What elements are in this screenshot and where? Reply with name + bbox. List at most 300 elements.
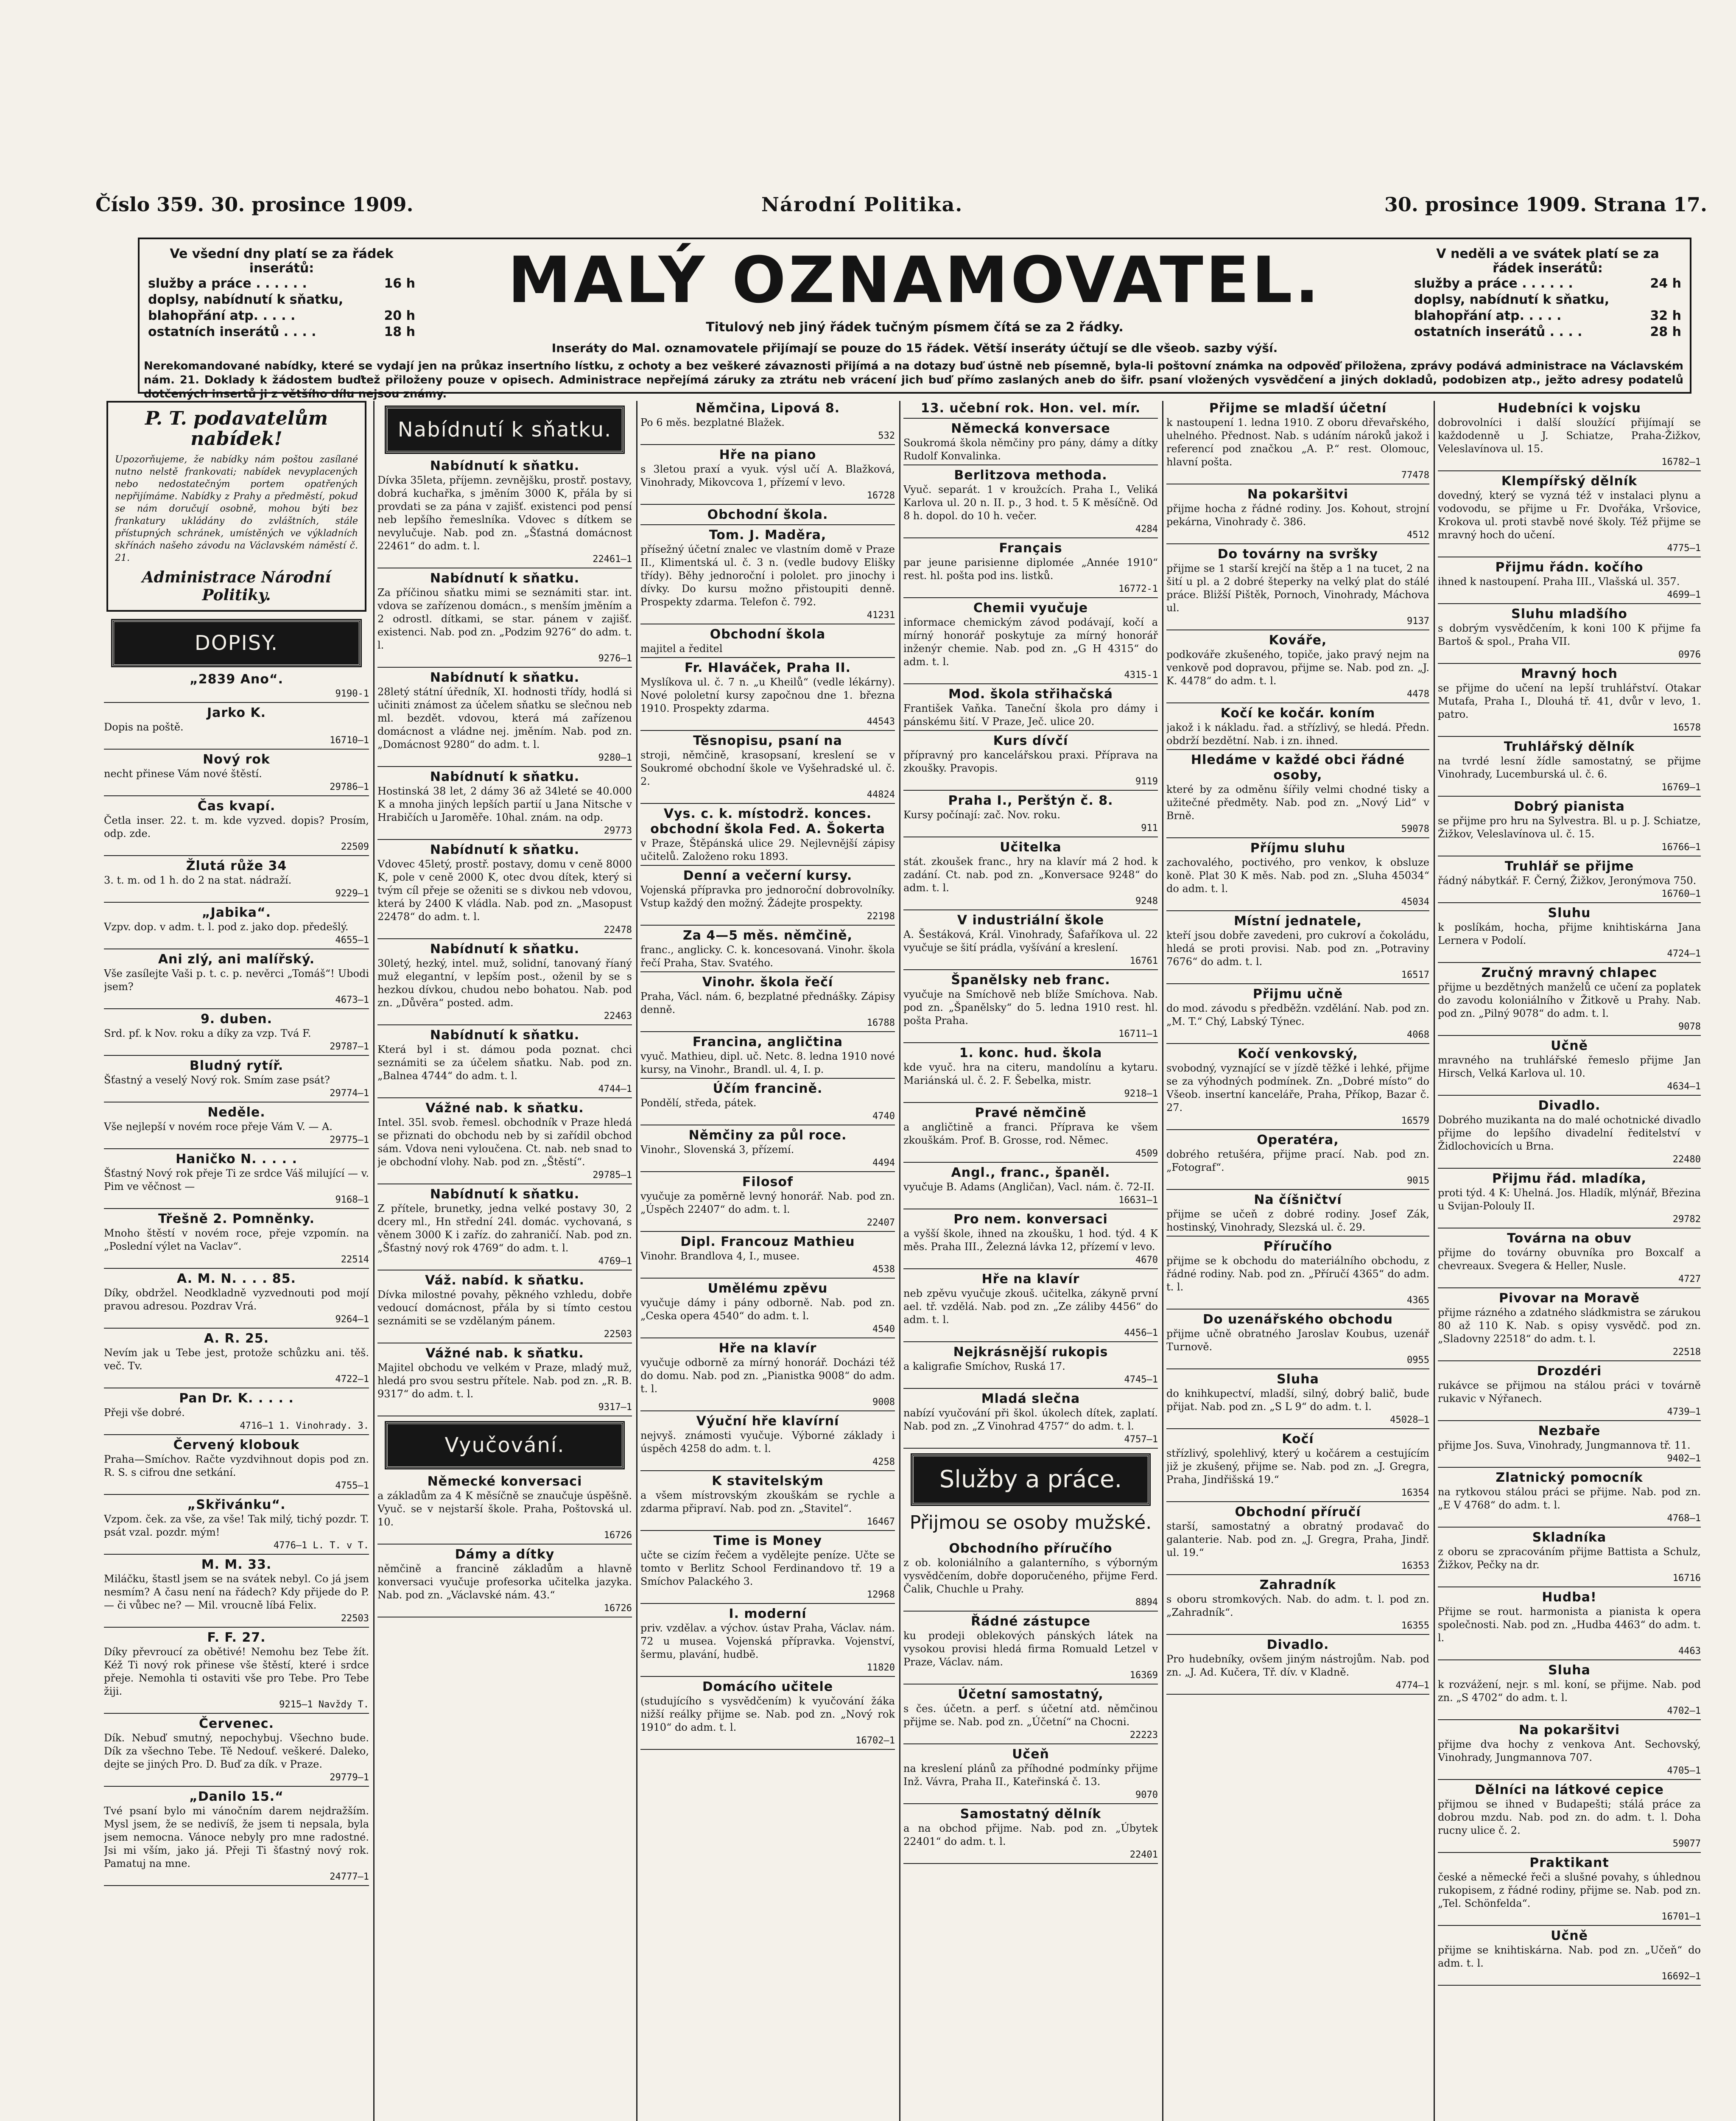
ad-separator (1166, 749, 1429, 750)
classified-ad (1438, 965, 1701, 1036)
classified-ad (903, 793, 1158, 837)
ad-code: 4724—1 (1667, 949, 1701, 959)
classified-ad (1438, 906, 1701, 963)
ad-code: 22461—1 (593, 554, 632, 565)
classified-ad (640, 1035, 895, 1079)
rate-price: 16 h (384, 276, 415, 291)
ad-body: informace chemickým závod podávají, kočí a mírný honorář poskytuje za mírný honorář inženýr chemie. Nab. pod zn. „G H 4315“ do adm. t. l. (903, 616, 1158, 668)
classified-ad (104, 952, 369, 1009)
ad-heading: Obchodní škola. (707, 507, 828, 522)
ad-separator (903, 418, 1158, 419)
ad-code: 4774—1 (1395, 1680, 1429, 1691)
ad-code: 16760—1 (1661, 889, 1701, 899)
section-header-dopisy: DOPISY. (112, 620, 361, 666)
ad-heading: Operatéra, (1257, 1133, 1339, 1147)
ad-heading: Hudebníci k vojsku (1498, 401, 1641, 416)
ad-heading: Kočí ke kočár. koním (1220, 706, 1375, 721)
ad-separator (1438, 796, 1701, 797)
classified-ad (903, 1105, 1158, 1163)
ad-separator (640, 1749, 895, 1750)
column-3 (640, 401, 895, 2121)
ad-separator (1438, 1287, 1701, 1288)
classified-ad (1438, 1231, 1701, 1288)
column-6 (1438, 401, 1701, 2121)
section-title: MALÝ OZNAMOVATEL. (508, 243, 1322, 317)
ad-separator (1166, 543, 1429, 544)
ad-separator (1438, 736, 1701, 737)
ad-separator (377, 839, 632, 840)
ad-code: 0976 (1678, 649, 1701, 660)
ad-body: kteří jsou dobře zavedeni, pro cukroví a čokoládu, hledá se proti provisi. Nab. pod zn. „Potraviny 7676“ do adm. t. l. (1166, 929, 1429, 968)
ad-body: dobrovolníci i další sloužící přijímají se každodenně u J. Schiatze, Praha-Žižkov, Veleslavínova ul. 15. (1438, 417, 1701, 455)
ad-code: 4068 (1407, 1030, 1429, 1040)
ad-code: 4716—1 1. Vinohrady. 3. (240, 1421, 369, 1431)
ad-heading: F. F. 27. (207, 1630, 266, 1645)
ad-heading: Jarko K. (207, 705, 266, 720)
column-2 (377, 401, 632, 2121)
ad-separator (377, 766, 632, 767)
ad-heading: Řádné zástupce (971, 1614, 1090, 1629)
ad-heading: Dámy a dítky (455, 1547, 555, 1562)
ad-separator (104, 1055, 369, 1056)
ad-code: 16726 (604, 1530, 632, 1541)
ad-separator (104, 1627, 369, 1628)
ad-separator (1166, 702, 1429, 703)
classified-ad (1438, 401, 1701, 471)
classified-ad (104, 752, 369, 796)
classified-ad (1166, 633, 1429, 703)
ad-body: vyučuje za poměrně levný honorář. Nab. pod zn. „Úspěch 22407“ do adm. t. l. (640, 1190, 895, 1215)
ad-heading: Dipl. Francouz Mathieu (680, 1234, 855, 1249)
rate-row (148, 324, 415, 340)
classified-ad (640, 1234, 895, 1279)
ad-code: 16369 (1129, 1670, 1158, 1681)
ad-body: přijme se knihtiskárna. Nab. pod zn. „Učeň“ do adm. t. l. (1438, 1944, 1701, 1969)
ad-code: 4512 (1407, 530, 1429, 540)
ad-separator (104, 1786, 369, 1787)
ad-body: Vyuč. separát. 1 v kroužcích. Praha I., Veliká Karlova ul. 20 n. II. p., 3 hod. t. 5 K měsíčně. Od 8 h. dopol. do 10 h. večer. (903, 484, 1158, 522)
rate-label: blahopřání atp. . . . . (1414, 308, 1562, 323)
ad-separator (377, 1544, 632, 1545)
ad-heading: „Jabika“. (201, 905, 271, 920)
classified-ad (903, 421, 1158, 465)
ad-heading: Filosof (742, 1175, 794, 1189)
ad-heading: Kováře, (1269, 633, 1327, 648)
ad-body: (studujícího s vysvědčením) k vyučování žáka nižší reálky přijme se. Nab. pod zn. „Nový rok 1910“ do adm. t. l. (640, 1695, 895, 1733)
classified-ad (1166, 1637, 1429, 1695)
ad-separator (903, 1388, 1158, 1389)
ad-separator (1166, 1129, 1429, 1130)
ad-heading: Vinohr. škola řečí (702, 975, 833, 990)
column-1 (104, 401, 369, 2121)
ad-code: 45028—1 (1390, 1415, 1429, 1425)
ad-body: přísežný účetní znalec ve vlastním domě v Praze II., Klimentská ul. č. 3 n. (vedle budovy Elišky třídy). Běhy jednoroční i pololet. pro jinochy i dívky. Do kursu možno přistoupiti denně. Prospekty zdarma. Telefon č. 792. (640, 543, 895, 608)
ad-body: Šťastný a veselý Nový rok. Smím zase psát? (104, 1074, 330, 1086)
ad-heading: Do uzenářského obchodu (1203, 1312, 1393, 1327)
page-date-number: 30. prosince 1909. Strana 17. (1384, 193, 1707, 216)
classified-ad (640, 1606, 895, 1677)
ad-code: 29775—1 (330, 1135, 369, 1145)
ad-body: Tvé psaní bylo mi vánočním darem nejdražším. Mysl jsem, že se nedivíš, že jsem ti nepsala, byla jsem nemocna. Vánoce nebyly pro mne radostné. Jsi mi vším, jako já. Přeji Ti šťastný nový rok. Pamatuj na mne. (104, 1805, 369, 1869)
ad-separator (903, 1102, 1158, 1103)
ad-code: 4702—1 (1667, 1706, 1701, 1716)
ad-body: se přijme pro hru na Sylvestra. Bl. u p. J. Schiatze, Žižkov, Veleslavínova ul. č. 15. (1438, 815, 1701, 840)
ad-heading: Berlitzova methoda. (954, 468, 1107, 483)
ad-code: 4673—1 (335, 995, 369, 1005)
ad-body: přijmou se ihned v Budapešti; stálá práce za dobrou mzdu. Nab. pod zn. do adm. t. l. Doha rucny ulice č. 2. (1438, 1798, 1701, 1836)
ad-code: 22509 (341, 842, 369, 852)
ad-body: vyučuje odborně za mírný honorář. Docházi též do domu. Nab. pod zn. „Pianistka 9008“ do adm. t. l. (640, 1357, 895, 1395)
classified-ad (104, 672, 369, 703)
ad-heading: Pro nem. konversaci (953, 1212, 1108, 1227)
ad-code: 4540 (872, 1324, 895, 1335)
ad-code: 4456—1 (1124, 1328, 1158, 1338)
ad-heading: Přijmu řád. mladíka, (1492, 1171, 1647, 1186)
classified-ad (903, 401, 1158, 419)
column-rule (1434, 401, 1435, 2121)
ad-heading: Dělníci na látkové cepice (1475, 1782, 1664, 1797)
ad-code: 29779—1 (330, 1772, 369, 1783)
classified-ad (903, 541, 1158, 598)
classified-ad (1166, 706, 1429, 750)
ad-heading: Truhlář se přijme (1504, 859, 1634, 874)
ad-heading: Učeň (1012, 1747, 1049, 1762)
ad-body: Vše nejlepší v novém roce přeje Vám V. — A. (104, 1121, 333, 1133)
ad-body: české a německé řeči a slušné povahy, s úhlednou rukopisem, z řádné rodiny, přijme se. Nab. pod zn. „Tel. Schönfelda“. (1438, 1871, 1701, 1909)
ad-code: 29782 (1672, 1214, 1701, 1225)
ad-heading: Příručího (1263, 1239, 1333, 1254)
ad-body: Praha, Václ. nám. 6, bezplatné přednášky. Zápisy denně. (640, 991, 895, 1016)
ad-code: 4315-1 (1124, 670, 1158, 680)
ad-body: Díky, obdržel. Neodkladně vyzvednouti pod mojí pravou adresou. Pozdrav Vrá. (104, 1287, 369, 1312)
rate-row (1414, 308, 1681, 324)
ad-separator (1166, 1634, 1429, 1635)
ad-code: 16769—1 (1661, 782, 1701, 793)
ad-heading: Přijmu řádn. kočího (1495, 560, 1644, 575)
ad-heading: Obchodní příručí (1235, 1505, 1361, 1519)
ad-separator (1166, 1574, 1429, 1575)
ad-heading: Nabídnutí k sňatku. (430, 459, 580, 473)
ad-body: a kaligrafie Smíchov, Ruská 17. (903, 1360, 1065, 1372)
ad-code: 22198 (867, 911, 895, 922)
rate-row (1414, 292, 1681, 308)
ad-separator (104, 1328, 369, 1329)
ad-code: 29773 (604, 825, 632, 836)
ad-body: střízlivý, spolehlivý, který u kočárem a cestujícím již je zkušený, přijme se. Nab. pod zn. „J. Gregra, Praha, Jindřišská 19.“ (1166, 1447, 1429, 1486)
classified-ad (903, 1747, 1158, 1804)
ad-body: Vinohr., Slovenská 3, přízemí. (640, 1144, 794, 1156)
classified-ad (640, 627, 895, 658)
notice-title: P. T. podavatelům nabídek! (145, 408, 328, 450)
ad-heading: Nabídnutí k sňatku. (430, 1187, 580, 1202)
ad-code: 9218—1 (1124, 1088, 1158, 1099)
ad-body: přijme u bezdětných manželů ce učení za poplatek do zavodu koloniálního v Žitkově u Prahy. Nab. pod zn. „Pilný 9078“ do adm. t. l. (1438, 981, 1701, 1019)
ad-code: 4699—1 (1667, 590, 1701, 600)
classified-ad (377, 1474, 632, 1545)
ad-body: přijme učně obratného Jaroslav Koubus, uzenář Turnově. (1166, 1328, 1429, 1353)
classified-ad (1166, 1047, 1429, 1130)
ad-heading: Váž. nabíd. k sňatku. (425, 1273, 584, 1288)
classified-ad (1438, 666, 1701, 737)
classified-ad (377, 1187, 632, 1270)
ad-body: stroji, němčině, krasopsaní, kreslení se v Soukromé obchodní škole ve Vyšehradské ul. č. 2. (640, 749, 895, 787)
ad-body: němčině a francině základům a hlavně konversaci vyučuje profesorka učitelka jazyka. Nab. pod zn. „Václavské nám. 43.“ (377, 1563, 632, 1601)
ad-code: 16772-1 (1118, 584, 1158, 594)
ad-code: 41231 (867, 610, 895, 621)
ad-separator (640, 803, 895, 804)
ad-body: Hostinská 38 let, 2 dámy 36 až 34leté se 40.000 K a mnoha jiných lepších partií u Jana Nitsche v Hrabičích u Jaroměře. 10hal. znám. na odp. (377, 785, 632, 823)
section-header-vyucovani: Vyučování. (386, 1422, 623, 1468)
ad-code: 29774—1 (330, 1088, 369, 1099)
ad-code: 24777—1 (330, 1872, 369, 1882)
classified-ad (1438, 1663, 1701, 1720)
ad-heading: Français (999, 541, 1062, 556)
ad-body: Miláčku, štastl jsem se na svátek nebyl. Co já jsem nesmím? A času není na řádech? Kdy přijede do P. — či vůbec ne? — Mil. vroucně líbá Felix. (104, 1573, 369, 1611)
classified-ad (903, 687, 1158, 731)
ad-heading: Nabídnutí k sňatku. (430, 942, 580, 957)
ad-heading: Učitelka (1000, 840, 1062, 855)
ad-heading: Klempířský dělník (1501, 474, 1638, 489)
ad-body: Pondělí, středa, pátek. (640, 1097, 757, 1109)
ad-separator (640, 1603, 895, 1604)
ad-heading: 13. učební rok. Hon. vel. mír. (920, 401, 1141, 416)
section-header-sluzby: Služby a práce. (912, 1455, 1149, 1505)
classified-ad (1438, 739, 1701, 797)
issue-number-date: Číslo 359. 30. prosince 1909. (95, 193, 414, 216)
ad-body: Vinohr. Brandlova 4, I., musee. (640, 1250, 800, 1262)
ad-body: Intel. 35l. svob. řemesl. obchodník v Praze hledá se přiznati do obchodu neb by si zařídil obchod sám. Vdova neni vyloučena. Ct. nab. neb snad to je obchodní vlohy. Nab. pod zn. „Štěstí“. (377, 1116, 632, 1168)
rate-label: ostatních inserátů . . . . (1414, 325, 1582, 339)
ad-separator (1438, 962, 1701, 963)
rate-price: 24 h (1650, 276, 1681, 291)
ad-body: franc., anglicky. C. k. koncesovaná. Vinohr. škola řečí Praha, Stav. Svatého. (640, 944, 895, 969)
ad-body: svobodný, vyznající se v jízdě těžké i lehké, přijme se za výhodných podmínek. Zn. „Dobré místo“ do Všeob. insertní kanceláře, Praha, Příkop, Bazar č. 27. (1166, 1062, 1429, 1114)
ad-separator (377, 1097, 632, 1098)
ad-body: necht přinese Vám nové štěstí. (104, 768, 262, 780)
ad-heading: Tom. J. Maděra, (709, 528, 827, 543)
ad-body: mravného na truhlářské řemeslo přijme Jan Hirsch, Velká Karlova ul. 10. (1438, 1054, 1701, 1079)
ad-body: na rytkovou stálou práci se přijme. Nab. pod zn. „E V 4768“ do adm. t. l. (1438, 1486, 1701, 1511)
ad-separator (903, 790, 1158, 791)
classified-ad (903, 1391, 1158, 1449)
classified-ad (1438, 1424, 1701, 1468)
ad-code: 9264—1 (335, 1314, 369, 1325)
ad-body: do mod. závodu s předběžn. vzdělání. Nab. pod zn. „M. T.“ Chý, Labský Týnec. (1166, 1002, 1429, 1027)
ad-body: na kreslení plánů za příhodné podmínky přijme Inž. Vávra, Praha II., Kateřinská č. 13. (903, 1763, 1158, 1788)
classified-ad (640, 1081, 895, 1125)
ad-code: 4538 (872, 1264, 895, 1275)
ad-heading: Zručný mravný chlapec (1481, 965, 1658, 980)
ad-code: 9078 (1678, 1021, 1701, 1032)
classified-ad (1166, 753, 1429, 838)
ad-heading: K stavitelským (712, 1474, 824, 1489)
ad-body: přijme do továrny obuvníka pro Boxcalf a chevreaux. Svegera & Heller, Nusle. (1438, 1247, 1701, 1272)
classified-ad (1438, 1364, 1701, 1421)
ad-body: kde vyuč. hra na citeru, mandolínu a kytaru. Mariánská ul. č. 2. F. Šebelka, mistr. (903, 1061, 1158, 1086)
rate-label: doplsy, nabídnutí k sňatku, (148, 292, 344, 307)
ad-heading: Španělsky neb franc. (951, 973, 1110, 988)
ad-code: 22518 (1672, 1347, 1701, 1357)
ad-code: 22480 (1672, 1154, 1701, 1165)
ad-heading: Kurs dívčí (993, 733, 1068, 748)
ad-heading: Nabídnutí k sňatku. (430, 769, 580, 784)
classified-ad (1166, 1432, 1429, 1502)
ads-list (104, 672, 369, 1886)
ad-heading: 1. konc. hud. škola (959, 1046, 1102, 1060)
ad-heading: Němčiny za půl roce. (688, 1128, 847, 1143)
ad-heading: Neděle. (207, 1105, 266, 1120)
classified-ad (640, 1474, 895, 1531)
ad-body: starší, samostatný a obratný prodavač do galanterie. Nab. pod zn. „J. Gregra, Praha, Jindř. ul. 19.“ (1166, 1520, 1429, 1559)
ad-code: 9402—1 (1667, 1453, 1701, 1464)
ad-code: 16711—1 (1118, 1029, 1158, 1039)
classified-ad (104, 1497, 369, 1555)
ad-heading: Ani zlý, ani malířský. (158, 952, 315, 967)
classified-ad (1438, 1038, 1701, 1096)
classified-ad (104, 1789, 369, 1886)
ad-heading: I. moderní (729, 1606, 807, 1621)
ad-heading: Chemii vyučuje (973, 601, 1088, 616)
ad-separator (1438, 1925, 1701, 1926)
classified-ad (1166, 401, 1429, 484)
ad-code: 59077 (1672, 1838, 1701, 1849)
ad-heading: Umělému zpěvu (707, 1281, 828, 1296)
ad-code: 9137 (1407, 616, 1429, 627)
classified-ad (1166, 987, 1429, 1044)
ad-heading: Hře na klavír (981, 1272, 1080, 1287)
ad-code: 4463 (1678, 1646, 1701, 1657)
weekday-rates-rows (148, 276, 415, 340)
ad-code: 44543 (867, 716, 895, 727)
ad-code: 12968 (867, 1589, 895, 1600)
ad-body: priv. vzdělav. a výchov. ústav Praha, Václav. nám. 72 u musea. Vojenská přípravka. Vojenství, šermu, plavání, hudbě. (640, 1622, 895, 1660)
ad-code: 22463 (604, 1011, 632, 1021)
classified-ad (377, 1346, 632, 1416)
ad-body: par jeune parisienne diplomée „Année 1910“ rest. hl. pošta pod ins. listků. (903, 557, 1158, 582)
ad-separator (640, 1410, 895, 1411)
ad-body: učte se cizím řečem a vydělejte peníze. Učte se tomto v Berlitz School Ferdinandovo tř. 19 a Smíchov Palackého 3. (640, 1549, 895, 1587)
ad-body: Vzpom. ček. za vše, za vše! Tak milý, tichý pozdr. T. psát vzal. pozdr. mým! (104, 1513, 369, 1538)
ad-code: 4744—1 (598, 1084, 632, 1094)
classified-ad (640, 975, 895, 1032)
classified-ad (1166, 1192, 1429, 1237)
ad-body: František Vaňka. Taneční škola pro dámy i pánskému šití. V Praze, Ječ. ulice 20. (903, 702, 1158, 728)
ad-body: s 3letou praxí a vyuk. výsl učí A. Blažková, Vinohrady, Mikovcova 1, přízemí v levo. (640, 463, 895, 488)
ad-separator (903, 1803, 1158, 1804)
ad-heading: Praktikant (1529, 1855, 1609, 1870)
rate-label: služby a práce . . . . . . (1414, 276, 1573, 291)
rate-row (148, 308, 415, 324)
ad-code: 16716 (1672, 1573, 1701, 1584)
ad-code: 4365 (1407, 1295, 1429, 1306)
classified-ad (640, 1679, 895, 1750)
rate-row (1414, 276, 1681, 292)
section-subtitle-2: Inseráty do Mal. oznamovatele přijímají se pouze do 15 řádek. Větší inseráty účtují se dle všeob. sazby výší. (551, 341, 1278, 355)
ad-heading: Vys. c. k. místodrž. konces. obchodní škola Fed. A. Šokerta (650, 806, 885, 837)
classified-ad (640, 1281, 895, 1338)
ad-separator (1166, 1501, 1429, 1502)
ad-code: 4284 (1135, 524, 1158, 534)
ad-code: 16728 (867, 490, 895, 501)
ad-separator (640, 1278, 895, 1279)
ad-heading: Dobrý pianista (1514, 799, 1625, 814)
ad-body: Dík. Nebuď smutný, nepochybuj. Všechno bude. Dík za všechno Tebe. Tě Nedouf. veškeré. Daleko, dejte se jiných Pro. D. Buď za dík. v Praze. (104, 1732, 369, 1770)
ad-heading: „Skřivánku“. (187, 1497, 286, 1512)
classified-ad (903, 468, 1158, 538)
ad-body: přijme se učeň z dobré rodiny. Josef Zák, hostinský, Vinohrady, Slezská ul. č. 29. (1166, 1208, 1429, 1233)
ad-body: 3. t. m. od 1 h. do 2 na stat. nádraží. (104, 874, 292, 886)
classified-ad (903, 1614, 1158, 1684)
ad-code: 532 (878, 431, 895, 441)
ad-body: s oboru stromkových. Nab. do adm. t. l. pod zn. „Zahradník“. (1166, 1593, 1429, 1618)
classified-ad (1438, 1098, 1701, 1169)
ad-code: 4258 (872, 1457, 895, 1467)
ad-code: 4740 (872, 1111, 895, 1122)
ad-separator (104, 1434, 369, 1435)
ad-body: přijme Jos. Suva, Vinohrady, Jungmannova tř. 11. (1438, 1439, 1691, 1451)
ad-body: podkováře zkušeného, topiče, jako pravý nejm na venkově pod dopravou, přijme se. Nab. pod zn. „J. K. 4478“ do adm. t. l. (1166, 649, 1429, 687)
ad-body: na tvrdé lesní žídle samostatný, se přijme Vinohrady, Lucemburská ul. č. 6. (1438, 755, 1701, 780)
ad-heading: A. M. N. . . . 85. (177, 1271, 296, 1286)
ad-heading: Za 4—5 měs. němčině, (682, 928, 853, 943)
ad-body: Srd. pf. k Nov. roku a díky za vzp. Tvá F. (104, 1027, 311, 1039)
ad-body: Díky převroucí za obětivé! Nemohu bez Tebe žít. Kéž Ti nový rok přinese vše štěstí, které i srdce přeje. Nemohla ti ostaviti vše pro Tebe. Pro Tebe žiji. (104, 1646, 369, 1697)
ad-code: 16631—1 (1118, 1195, 1158, 1206)
ad-separator (903, 909, 1158, 910)
ad-heading: Hře na klavír (718, 1341, 817, 1356)
ad-separator (640, 1530, 895, 1531)
ad-separator (903, 1743, 1158, 1744)
rate-label: ostatních inserátů . . . . (148, 325, 316, 339)
classified-ad (1438, 799, 1701, 856)
classified-ad (1166, 1578, 1429, 1635)
ad-code: 4757—1 (1124, 1434, 1158, 1445)
classified-ad (903, 840, 1158, 910)
rate-row (148, 292, 415, 308)
ad-separator (903, 1448, 1158, 1449)
ad-body: Pro hudebníky, ovšem jiným nástrojům. Nab. pod zn. „J. Ad. Kučera, Tř. dív. v Kladně. (1166, 1653, 1429, 1678)
ad-code: 4670 (1135, 1255, 1158, 1265)
ad-body: z oboru se zpracováním přijme Battista a Schulz, Žižkov, Pečky na dr. (1438, 1546, 1701, 1571)
ad-heading: A. R. 25. (204, 1331, 269, 1346)
classified-ad (640, 528, 895, 624)
ad-separator (1438, 1420, 1701, 1421)
ad-code: 77478 (1401, 470, 1429, 481)
classified-ad (104, 1152, 369, 1209)
ad-code: 4775—1 (1667, 543, 1701, 554)
ad-heading: Příjmu sluhu (1250, 841, 1346, 856)
ads-list (377, 1474, 632, 1617)
ad-body: Praha—Smíchov. Račte vyzdvihnout dopis pod zn. R. S. s cifrou dne setkání. (104, 1453, 369, 1478)
ad-body: Nevím jak u Tebe jest, protože schůzku ani. těš. več. Tv. (104, 1347, 369, 1372)
classified-ad (377, 769, 632, 840)
ad-heading: Učně (1551, 1038, 1588, 1053)
ad-heading: Na číšničtví (1254, 1192, 1342, 1207)
ad-separator (104, 702, 369, 703)
ad-heading: Vážné nab. k sňatku. (425, 1346, 584, 1361)
ad-code: 16761 (1129, 956, 1158, 966)
classified-ad (104, 1058, 369, 1102)
ad-separator (1438, 1659, 1701, 1660)
classified-ad (640, 868, 895, 926)
classified-ad (1166, 547, 1429, 630)
ad-separator (1166, 1428, 1429, 1429)
ad-code: 16517 (1401, 970, 1429, 980)
ad-code: 0955 (1407, 1355, 1429, 1365)
ad-body: Vše zasílejte Vaši p. t. c. p. nevěrci „Tomáš“! Ubodi jsem? (104, 968, 369, 993)
ad-code: 4634—1 (1667, 1081, 1701, 1092)
ad-body: vyuč. Mathieu, dipl. uč. Netc. 8. ledna 1910 nové kursy, na Vinohr., Brandl. ul. 4, I. p. (640, 1050, 895, 1075)
